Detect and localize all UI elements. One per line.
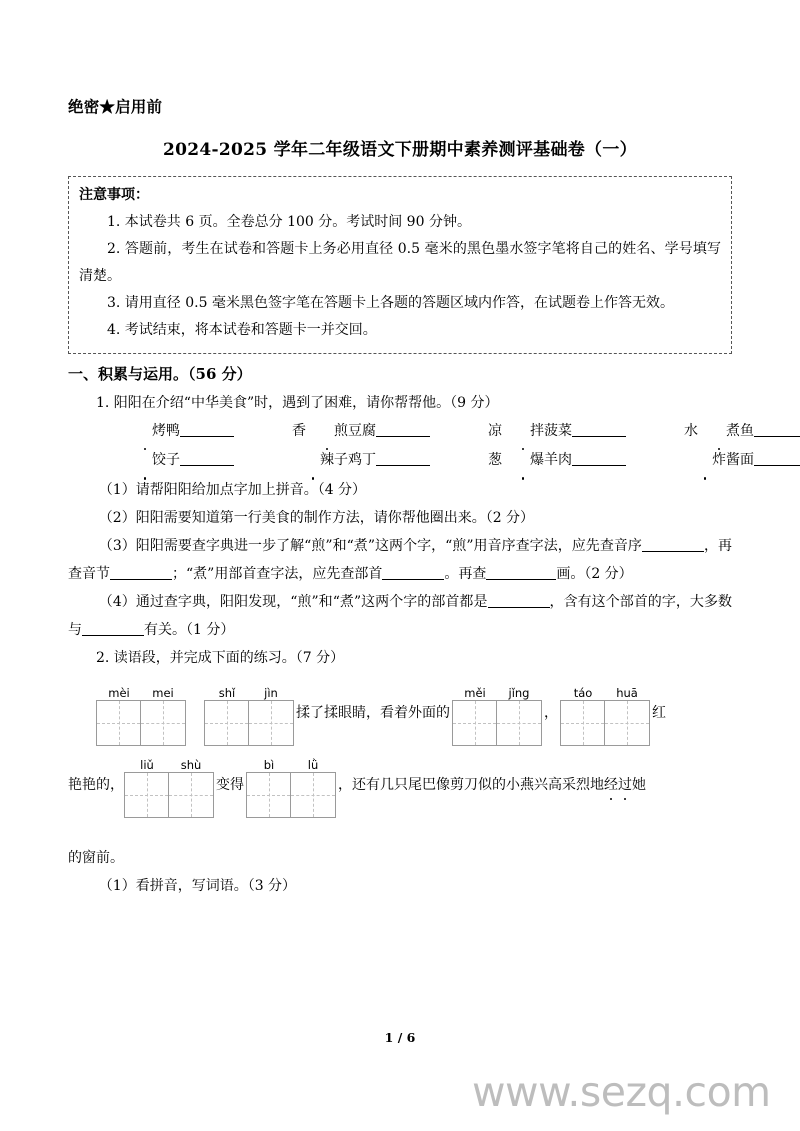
dotted-char: 炸 <box>684 446 726 475</box>
food-item: 炸酱面 <box>656 446 800 475</box>
food-item: 饺子 <box>96 446 234 475</box>
dotted-char: 辣 <box>292 446 334 475</box>
pinyin-syllable: táo <box>573 685 593 700</box>
sub3-part-e: 画。（2 分） <box>556 565 633 582</box>
food-item: 凉 拌菠菜 <box>460 417 626 446</box>
pinyin-syllable: měi <box>464 685 486 700</box>
answer-blank[interactable] <box>82 635 144 636</box>
passage-text-segment: 揉了揉眼睛，看着外面的 <box>296 704 450 721</box>
notice-item: 1. 本试卷共 6 页。全卷总分 100 分。考试时间 90 分钟。 <box>107 214 471 231</box>
section-heading: 一、积累与运用。（56 分） <box>68 365 252 384</box>
dotted-char: 煮 <box>698 417 740 446</box>
question-2-stem: 2. 读语段，并完成下面的练习。（7 分） <box>96 649 345 666</box>
character-cell[interactable] <box>125 773 169 817</box>
pinyin-syllable: mei <box>152 685 174 700</box>
notice-item: 4. 考试结束，将本试卷和答题卡一并交回。 <box>107 321 377 338</box>
pinyin-syllable: bì <box>263 758 275 773</box>
tianzige-word-shijin[interactable] <box>204 686 294 746</box>
answer-blank[interactable] <box>180 465 234 466</box>
answer-blank[interactable] <box>572 436 626 437</box>
answer-blank[interactable] <box>376 465 430 466</box>
question-1-sub-1: （1）请帮阳阳给加点字加上拼音。（4 分） <box>98 481 367 498</box>
notice-item: 2. 答题前，考生在试卷和答题卡上务必用直径 0.5 毫米的黑色墨水签字笔将自己的姓名、学号填写清楚。 <box>79 240 721 284</box>
pinyin-syllable: liǔ <box>140 758 154 773</box>
tianzige-word-meimei[interactable] <box>96 686 186 746</box>
tianzige-word-meijing[interactable] <box>452 686 542 746</box>
character-cell[interactable] <box>291 773 335 817</box>
food-row-2 <box>68 446 754 475</box>
dotted-char: 煎 <box>306 417 348 446</box>
character-cell[interactable] <box>497 701 541 745</box>
character-cells[interactable] <box>96 700 186 746</box>
answer-blank[interactable] <box>642 551 704 552</box>
pinyin-syllable: shǐ <box>218 685 236 700</box>
character-cells[interactable] <box>560 700 650 746</box>
passage-tail: ，还有几只尾巴像剪刀似的小燕兴高采烈地经过她 <box>336 774 648 818</box>
answer-blank[interactable] <box>382 579 444 580</box>
character-cells[interactable] <box>246 772 336 818</box>
pinyin-syllable: lǜ <box>307 758 319 773</box>
pinyin-labels <box>561 686 649 700</box>
question-1-sub-4 <box>68 588 732 644</box>
character-cell[interactable] <box>561 701 605 745</box>
dotted-char: 经 <box>604 774 618 796</box>
pinyin-syllable: shù <box>180 758 202 773</box>
sub3-part-a: （3）阳阳需要查字典进一步了解“煎”和“煮”这两个字，“煎”用音序查字法，应先查音序 <box>98 537 642 554</box>
character-cell[interactable] <box>169 773 213 817</box>
pinyin-syllable: huā <box>616 685 638 700</box>
pinyin-labels <box>97 686 185 700</box>
dotted-char: 拌 <box>502 417 544 446</box>
sub4-part-c: 有关。（1 分） <box>144 621 235 638</box>
pinyin-syllable: jǐng <box>508 685 530 700</box>
question-1-sub-2: （2）阳阳需要知道第一行美食的制作方法，请你帮他圈出来。（2 分） <box>98 509 535 526</box>
dotted-char: 饺 <box>124 446 166 475</box>
food-item: 水 煮鱼 <box>656 417 800 446</box>
answer-blank[interactable] <box>572 465 626 466</box>
character-cell[interactable] <box>249 701 293 745</box>
character-cell[interactable] <box>605 701 649 745</box>
notice-title: 注意事项： <box>79 187 149 204</box>
sub3-part-c: ；“煮”用部首查字法，应先查部首 <box>172 565 383 582</box>
answer-blank[interactable] <box>486 579 556 580</box>
answer-blank[interactable] <box>488 607 550 608</box>
pinyin-grid-row-1 <box>68 686 732 746</box>
character-cell[interactable] <box>205 701 249 745</box>
food-item: 香 煎豆腐 <box>264 417 430 446</box>
answer-blank[interactable] <box>110 579 172 580</box>
question-2-sub-1: （1）看拼音，写词语。（3 分） <box>98 878 297 895</box>
character-cell[interactable] <box>141 701 185 745</box>
pinyin-grid-row-2 <box>68 758 732 818</box>
dotted-char: 烤 <box>124 417 166 446</box>
food-row-1 <box>68 417 754 446</box>
pinyin-syllable: mèi <box>108 685 130 700</box>
pinyin-labels <box>247 758 335 772</box>
character-cell[interactable] <box>247 773 291 817</box>
sub3-part-d: 。再查 <box>444 565 487 582</box>
watermark: www.sezq.com <box>472 1068 771 1116</box>
sub3-part-b: ，再查音节 <box>68 537 732 582</box>
dotted-char: 爆 <box>502 446 544 475</box>
tianzige-word-liushu[interactable] <box>124 758 214 818</box>
secret-notice: 绝密★启用前 <box>68 97 163 116</box>
pinyin-labels <box>205 686 293 700</box>
passage-comma: ， <box>544 704 558 721</box>
passage-text-segment: 变得 <box>216 777 244 794</box>
spacer <box>68 818 732 844</box>
pinyin-labels <box>125 758 213 772</box>
sub4-part-b: ，含有这个部首的字，大多数与 <box>68 593 733 638</box>
dotted-char: 过 <box>618 774 632 796</box>
row-indent <box>68 702 96 746</box>
passage-text-segment: 红 <box>652 704 666 721</box>
tianzige-word-taohua[interactable] <box>560 686 650 746</box>
notice-item: 3. 请用直径 0.5 毫米黑色签字笔在答题卡上各题的答题区域内作答，在试题卷上作答无效。 <box>107 294 674 311</box>
character-cells[interactable] <box>204 700 294 746</box>
passage-last-line: 的窗前。 <box>68 850 124 867</box>
character-cell[interactable] <box>97 701 141 745</box>
pinyin-labels <box>453 686 541 700</box>
page-title: 2024-2025 学年二年级语文下册期中素养测评基础卷（一） <box>163 139 637 160</box>
food-item: 葱 爆羊肉 <box>460 446 626 475</box>
notice-box <box>68 176 732 354</box>
character-cell[interactable] <box>453 701 497 745</box>
page-content <box>68 96 754 900</box>
page-number: 1 / 6 <box>384 1030 416 1045</box>
answer-blank[interactable] <box>754 436 800 437</box>
sub4-part-a: （4）通过查字典，阳阳发现，“煎”和“煮”这两个字的部首都是 <box>98 593 488 610</box>
answer-blank[interactable] <box>754 465 800 466</box>
answer-blank[interactable] <box>376 436 430 437</box>
tianzige-word-bilv[interactable] <box>246 758 336 818</box>
character-cells[interactable] <box>124 772 214 818</box>
pinyin-syllable: jìn <box>264 685 278 700</box>
answer-blank[interactable] <box>180 436 234 437</box>
passage-text-segment: 艳艳的， <box>68 777 124 794</box>
food-item: 辣子鸡丁 <box>264 446 430 475</box>
character-cells[interactable] <box>452 700 542 746</box>
question-1-sub-3 <box>68 532 732 588</box>
food-item: 烤鸭 <box>96 417 234 446</box>
question-1-stem: 1. 阳阳在介绍“中华美食”时，遇到了困难，请你帮帮他。（9 分） <box>96 394 499 411</box>
